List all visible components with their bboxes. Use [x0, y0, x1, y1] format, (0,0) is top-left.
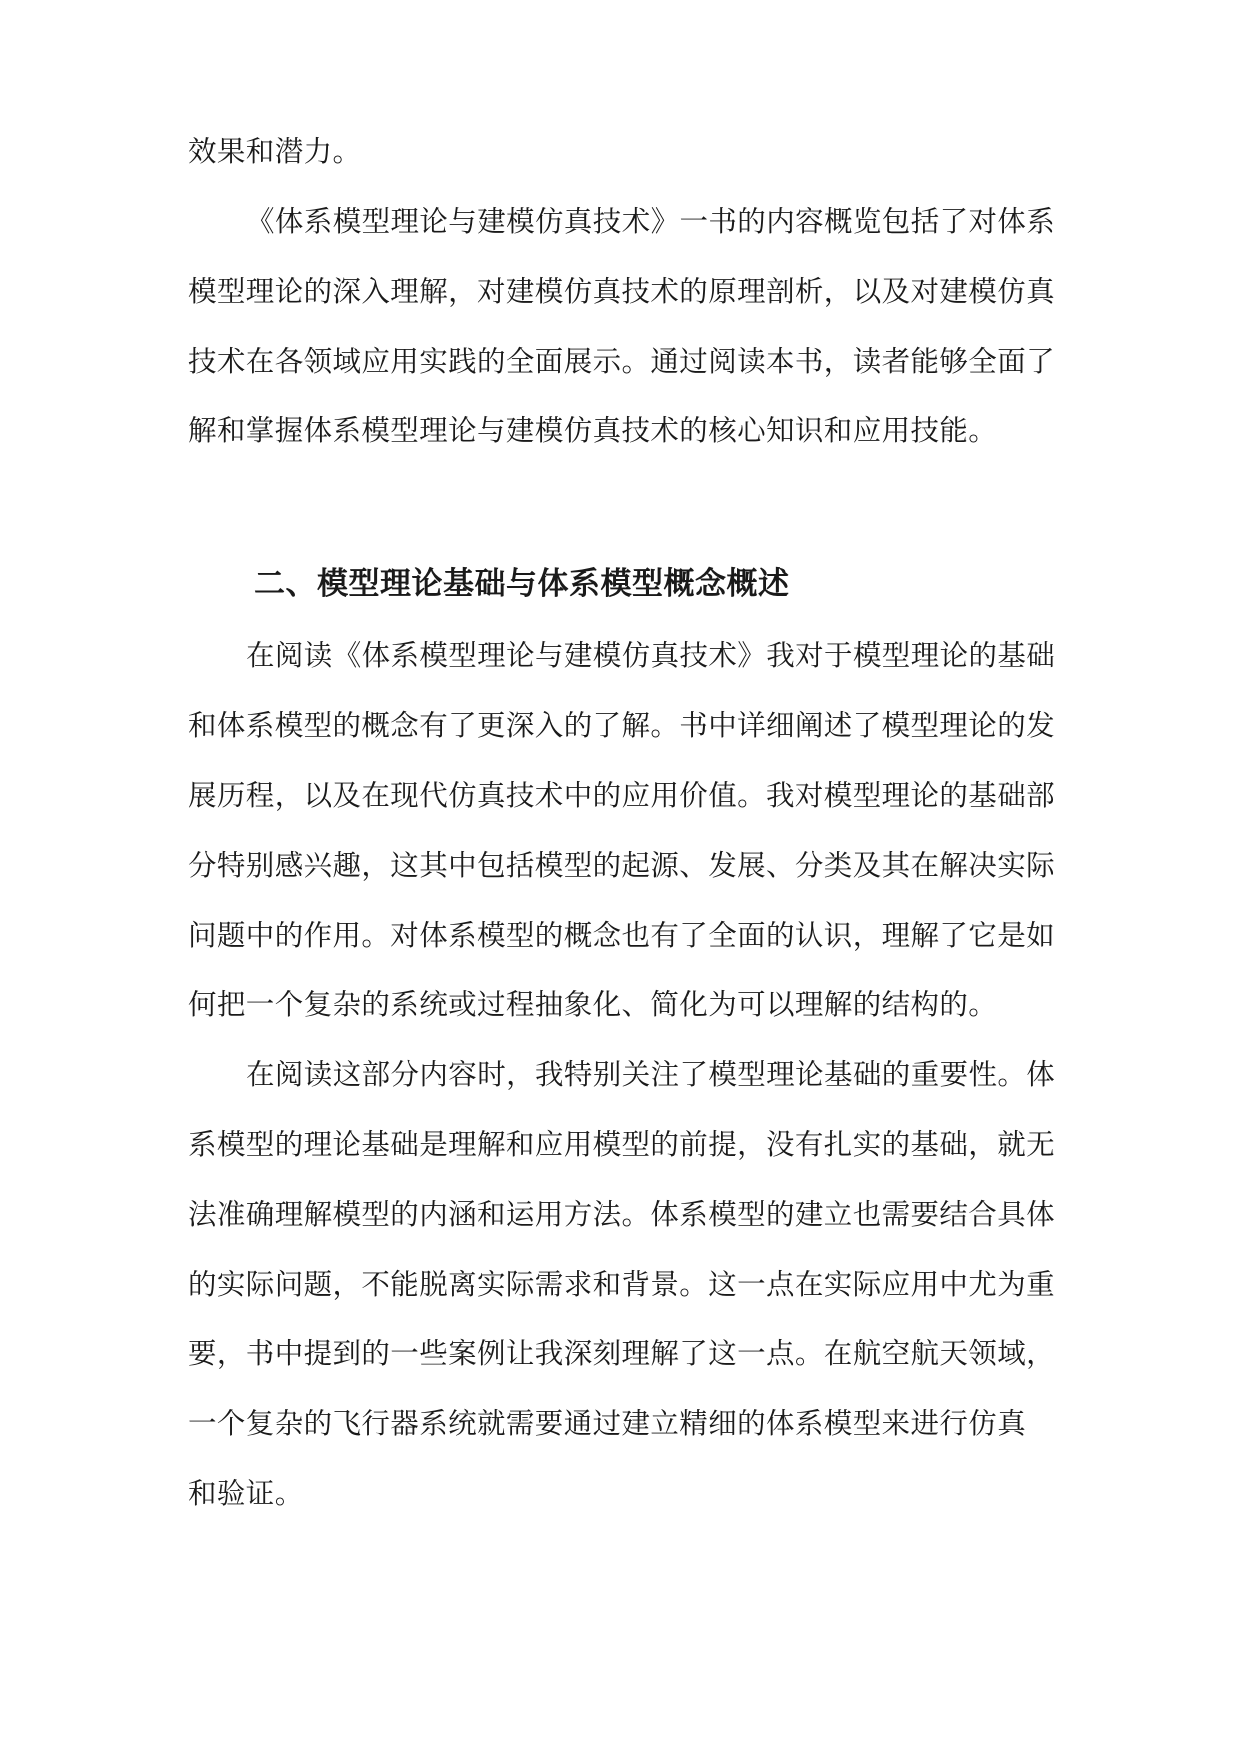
paragraph-line: 何把一个复杂的系统或过程抽象化、简化为可以理解的结构的。 [188, 988, 998, 1021]
paragraph-line: 技术在各领域应用实践的全面展示。通过阅读本书，读者能够全面了 [188, 345, 1056, 378]
paragraph-line: 一个复杂的飞行器系统就需要通过建立精细的体系模型来进行仿真 [188, 1407, 1027, 1440]
paragraph-line: 《体系模型理论与建模仿真技术》一书的内容概览包括了对体系 [246, 205, 1056, 238]
paragraph-line: 解和掌握体系模型理论与建模仿真技术的核心知识和应用技能。 [188, 414, 998, 447]
paragraph-line: 系模型的理论基础是理解和应用模型的前提，没有扎实的基础，就无 [188, 1128, 1056, 1161]
paragraph-line: 的实际问题，不能脱离实际需求和背景。这一点在实际应用中尤为重 [188, 1268, 1056, 1301]
paragraph-line: 问题中的作用。对体系模型的概念也有了全面的认识，理解了它是如 [188, 919, 1056, 952]
section-heading: 二、模型理论基础与体系模型概念概述 [254, 566, 790, 602]
paragraph-line: 模型理论的深入理解，对建模仿真技术的原理剖析，以及对建模仿真 [188, 275, 1056, 308]
paragraph-line: 效果和潜力。 [188, 135, 362, 168]
paragraph-line: 在阅读《体系模型理论与建模仿真技术》我对于模型理论的基础 [246, 639, 1056, 672]
paragraph-line: 展历程，以及在现代仿真技术中的应用价值。我对模型理论的基础部 [188, 779, 1056, 812]
paragraph-line: 和验证。 [188, 1477, 304, 1510]
paragraph-line: 在阅读这部分内容时，我特别关注了模型理论基础的重要性。体 [246, 1058, 1056, 1091]
paragraph-line: 和体系模型的概念有了更深入的了解。书中详细阐述了模型理论的发 [188, 709, 1056, 742]
paragraph-line: 法准确理解模型的内涵和运用方法。体系模型的建立也需要结合具体 [188, 1198, 1056, 1231]
paragraph-line: 分特别感兴趣，这其中包括模型的起源、发展、分类及其在解决实际 [188, 849, 1056, 882]
paragraph-line: 要，书中提到的一些案例让我深刻理解了这一点。在航空航天领域， [188, 1337, 1056, 1370]
